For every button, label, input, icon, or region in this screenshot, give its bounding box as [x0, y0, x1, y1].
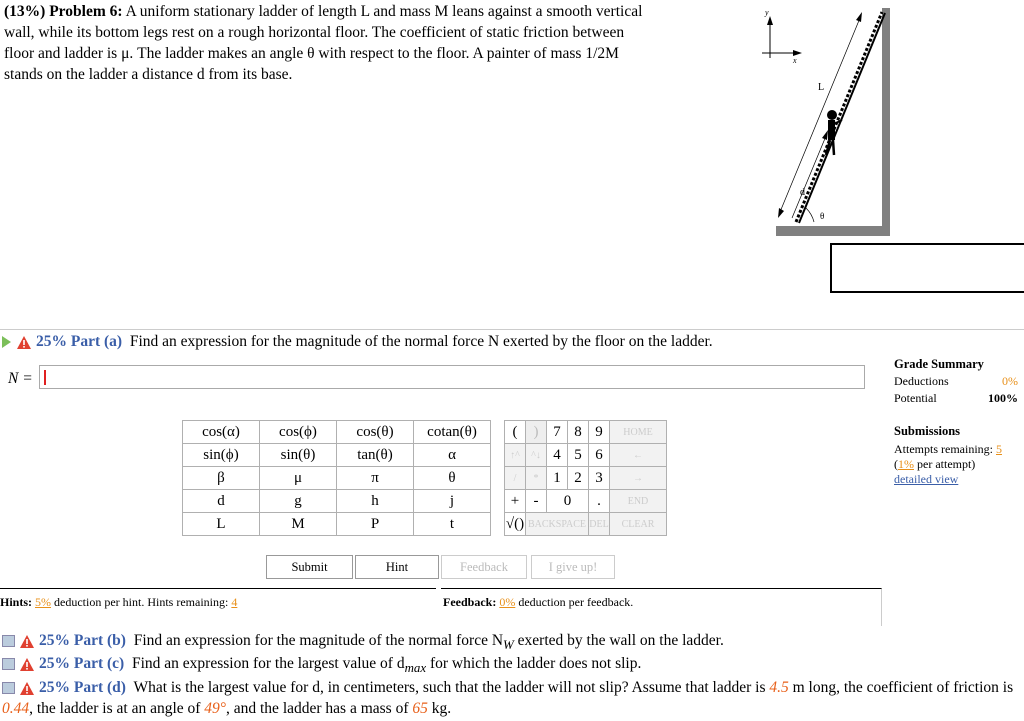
key-L[interactable]: L — [183, 513, 260, 536]
key-9[interactable]: 9 — [589, 421, 610, 444]
attempts-value: 5 — [995, 442, 1002, 456]
key-6[interactable]: 6 — [589, 444, 610, 467]
key-cos-theta[interactable]: cos(θ) — [337, 421, 414, 444]
feedback-text: deduction per feedback. — [518, 595, 634, 609]
submit-button[interactable]: Submit — [266, 555, 353, 579]
key-theta[interactable]: θ — [414, 467, 491, 490]
mass-value: 65 — [412, 700, 428, 717]
feedback-button[interactable]: Feedback — [441, 555, 527, 579]
hints-pct: 5% — [35, 595, 52, 609]
key-subscript-down[interactable]: ^↓ — [526, 444, 547, 467]
deductions-label: Deductions — [894, 374, 949, 388]
input-label: N = — [8, 370, 33, 387]
key-home[interactable]: HOME — [610, 421, 667, 444]
key-pi[interactable]: π — [337, 467, 414, 490]
feedback-pct: 0% — [499, 595, 516, 609]
potential-value: 100% — [988, 391, 1018, 405]
part-a-label: Part (a) — [70, 333, 123, 350]
part-d-t3: , and the ladder has a mass of — [226, 700, 409, 717]
key-t[interactable]: t — [414, 513, 491, 536]
key-left-arrow[interactable]: ← — [610, 444, 667, 467]
distance-label: d — [800, 187, 805, 198]
key-7[interactable]: 7 — [547, 421, 568, 444]
key-superscript-up[interactable]: ↑^ — [505, 444, 526, 467]
part-d-text: What is the largest value for d, in centimeters, such that the ladder will not slip? Assume that ladder is — [133, 679, 766, 696]
text-caret — [44, 370, 46, 385]
part-d-t4: kg. — [431, 700, 452, 717]
key-M[interactable]: M — [260, 513, 337, 536]
axis-x-label: x — [793, 56, 797, 65]
key-multiply[interactable]: * — [526, 467, 547, 490]
hints-text: deduction per hint. Hints remaining: — [54, 595, 229, 609]
ladder-length-value: 4.5 — [769, 679, 789, 696]
part-b-row[interactable] — [2, 630, 724, 655]
key-end[interactable]: END — [610, 490, 667, 513]
key-1[interactable]: 1 — [547, 467, 568, 490]
answer-input[interactable] — [39, 365, 865, 389]
key-sqrt[interactable]: √() — [505, 513, 526, 536]
part-d-percent: 25% — [39, 679, 70, 696]
per-attempt-pct: 1% — [898, 457, 914, 471]
collapse-icon[interactable] — [2, 658, 15, 670]
key-sin-phi[interactable]: sin(ϕ) — [183, 444, 260, 467]
part-c-row[interactable] — [2, 653, 641, 678]
key-sin-theta[interactable]: sin(θ) — [260, 444, 337, 467]
key-8[interactable]: 8 — [568, 421, 589, 444]
part-b-sub: W — [503, 637, 514, 653]
detailed-view-link[interactable]: detailed view — [894, 472, 959, 486]
key-clear[interactable]: CLEAR — [610, 513, 667, 536]
problem-number: (13%) Problem 6: — [4, 3, 123, 20]
angle-value: 49° — [204, 700, 226, 717]
key-del[interactable]: DEL — [589, 513, 610, 536]
collapse-icon[interactable] — [2, 635, 15, 647]
key-h[interactable]: h — [337, 490, 414, 513]
per-attempt-text: per attempt) — [917, 457, 976, 471]
friction-value: 0.44 — [2, 700, 30, 717]
part-b-text2: exerted by the wall on the ladder. — [513, 632, 724, 649]
attempts-label: Attempts remaining: — [894, 442, 993, 456]
key-d[interactable]: d — [183, 490, 260, 513]
part-d-row[interactable] — [2, 677, 1020, 719]
potential-label: Potential — [894, 391, 937, 405]
key-mu[interactable]: μ — [260, 467, 337, 490]
problem-text: A uniform stationary ladder of length L and mass M leans against a smooth vertical wall, while its bottom legs rest on a rough horizontal floor. The coefficient of static friction between floor and ladder is μ. The ladder makes an angle θ with respect to the floor. A painter of mass 1/2M stands on the ladder a distance d from its base. — [4, 3, 643, 83]
key-2[interactable]: 2 — [568, 467, 589, 490]
key-backspace[interactable]: BACKSPACE — [526, 513, 589, 536]
key-minus[interactable]: - — [526, 490, 547, 513]
key-open-paren[interactable]: ( — [505, 421, 526, 444]
warning-icon — [20, 658, 34, 671]
key-divide[interactable]: / — [505, 467, 526, 490]
key-right-arrow[interactable]: → — [610, 467, 667, 490]
hints-bar — [0, 588, 436, 610]
hint-button[interactable]: Hint — [355, 555, 439, 579]
key-alpha[interactable]: α — [414, 444, 491, 467]
key-5[interactable]: 5 — [568, 444, 589, 467]
part-c-percent: 25% — [39, 655, 70, 672]
feedback-bar — [441, 588, 882, 626]
part-d-t2: , the ladder is at an angle of — [29, 700, 201, 717]
painter-figure — [826, 110, 842, 155]
part-a-question: Find an expression for the magnitude of the normal force N exerted by the floor on the ladder. — [129, 333, 713, 350]
key-4[interactable]: 4 — [547, 444, 568, 467]
key-tan-theta[interactable]: tan(θ) — [337, 444, 414, 467]
numeric-keypad — [504, 420, 667, 536]
key-0[interactable]: 0 — [547, 490, 589, 513]
axis-y-label: y — [765, 8, 769, 17]
part-c-label: Part (c) — [73, 655, 125, 672]
warning-icon — [20, 682, 34, 695]
key-P[interactable]: P — [337, 513, 414, 536]
function-keypad — [182, 420, 491, 536]
angle-label: θ — [820, 211, 825, 221]
key-beta[interactable]: β — [183, 467, 260, 490]
key-cos-alpha[interactable]: cos(α) — [183, 421, 260, 444]
part-a-header[interactable] — [2, 333, 713, 351]
key-3[interactable]: 3 — [589, 467, 610, 490]
part-c-sub: max — [404, 660, 427, 676]
key-cos-phi[interactable]: cos(ϕ) — [260, 421, 337, 444]
submissions-title: Submissions — [894, 424, 961, 438]
key-cotan-theta[interactable]: cotan(θ) — [414, 421, 491, 444]
grade-summary: Grade Summary Deductions 0% Potential 100% Submissions Attempts remaining: 5 (1% per attempt) detailed view — [894, 357, 1018, 486]
hints-label: Hints: — [0, 595, 33, 609]
part-b-label: Part (b) — [73, 632, 126, 649]
give-up-button[interactable]: I give up! — [531, 555, 615, 579]
expand-arrow-icon[interactable] — [2, 336, 11, 348]
feedback-label: Feedback: — [443, 595, 497, 609]
key-dot[interactable]: . — [589, 490, 610, 513]
part-d-label: Part (d) — [73, 679, 126, 696]
part-b-percent: 25% — [39, 632, 70, 649]
deductions-value: 0% — [1002, 374, 1018, 388]
grade-summary-title: Grade Summary — [894, 357, 984, 371]
warning-icon — [17, 336, 31, 349]
problem-statement — [4, 1, 654, 85]
part-c-text2: for which the ladder does not slip. — [426, 655, 642, 672]
part-b-text: Find an expression for the magnitude of the normal force N — [133, 632, 504, 649]
key-g[interactable]: g — [260, 490, 337, 513]
part-a-percent: 25% — [36, 333, 67, 350]
key-plus[interactable]: + — [505, 490, 526, 513]
collapse-icon[interactable] — [2, 682, 15, 694]
warning-icon — [20, 635, 34, 648]
answer-display-box — [830, 243, 1024, 293]
part-d-t1: m long, the coefficient of friction is — [792, 679, 1014, 696]
length-label: L — [818, 82, 825, 93]
key-j[interactable]: j — [414, 490, 491, 513]
key-close-paren[interactable]: ) — [526, 421, 547, 444]
hints-remaining: 4 — [231, 595, 238, 609]
part-c-text: Find an expression for the largest value of d — [131, 655, 405, 672]
